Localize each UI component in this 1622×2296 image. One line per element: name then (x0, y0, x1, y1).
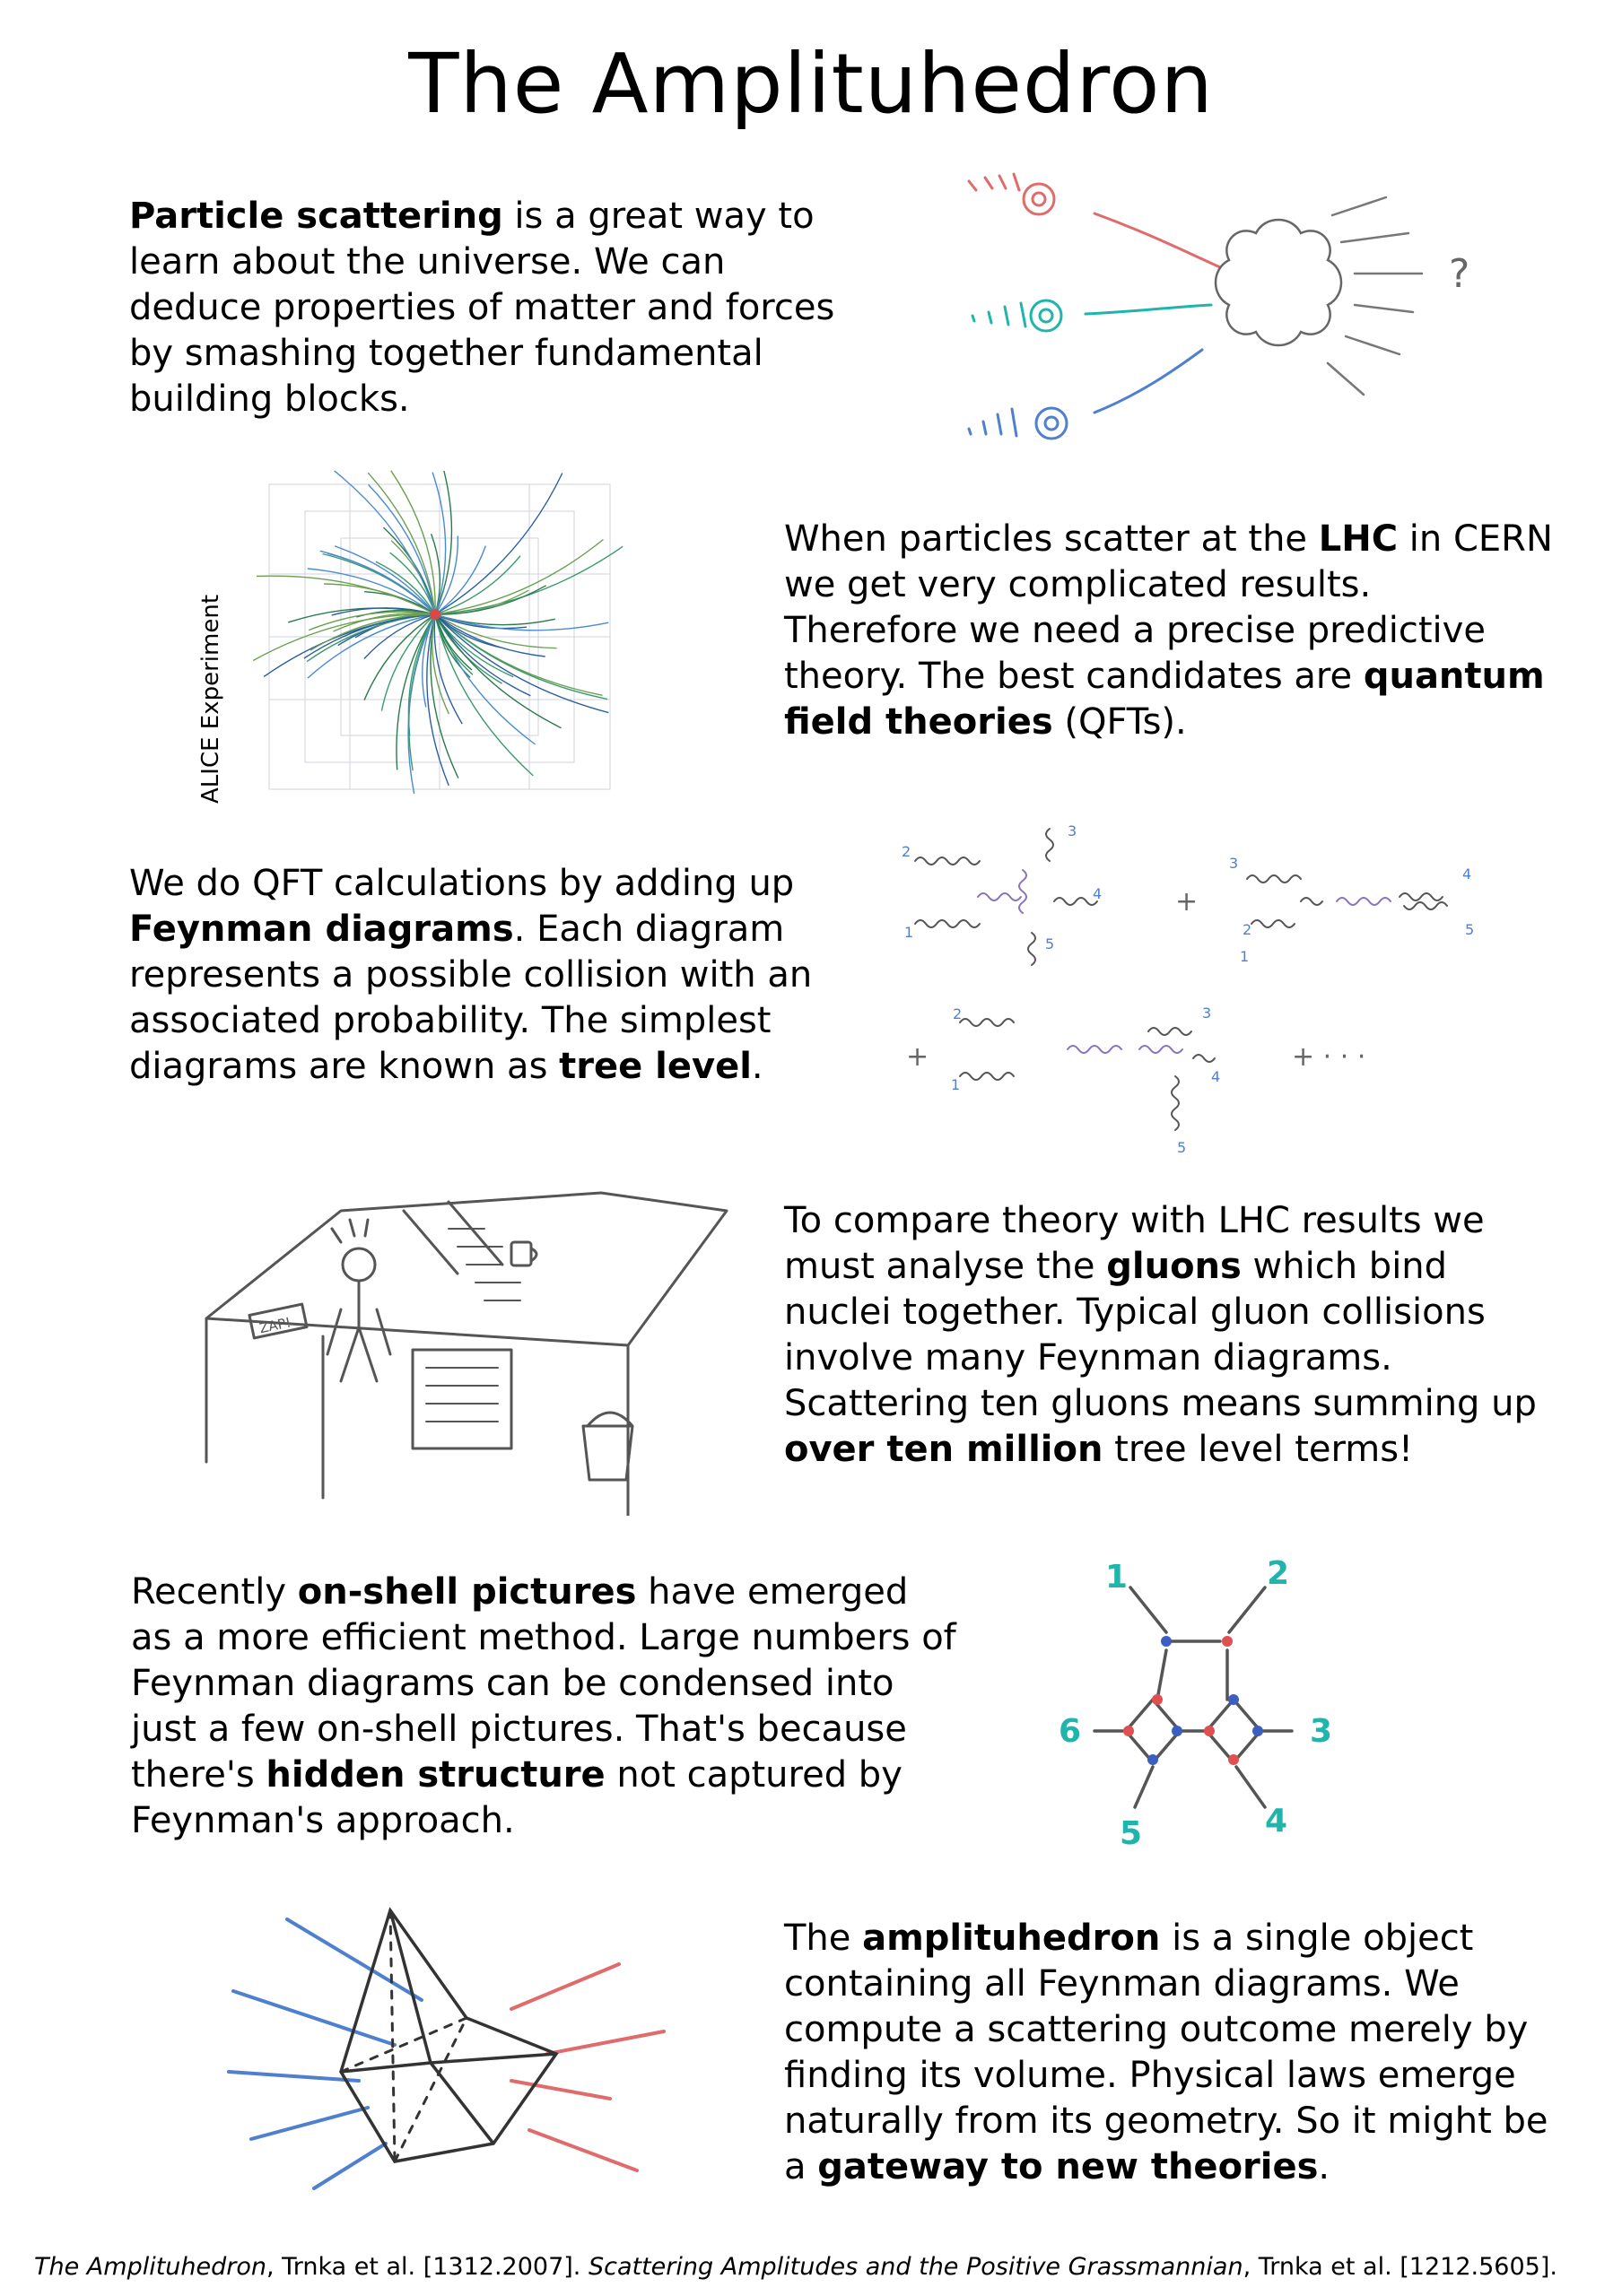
references-footer (34, 2253, 1557, 2281)
feynman-label-1b: 1 (1240, 948, 1250, 965)
sign-text: ZAP! (257, 1314, 293, 1337)
text-run: not captured by Feynman's approach. (131, 1754, 903, 1841)
scattering-sketch (933, 161, 1561, 466)
incoming-blue-lines (229, 1919, 422, 2188)
text-run: When particles scatter at the (784, 518, 1319, 560)
onshell-label-2: 2 (1267, 1555, 1290, 1592)
text-run: is a great way to learn about the universe. We can deduce properties of matter and forces by smashing together fundamental building blocks. (129, 196, 835, 420)
plus-operator-1: + (1175, 886, 1199, 918)
waste-basket (583, 1413, 632, 1480)
feynman-diagram-3 (960, 1019, 1215, 1130)
plus-operator-2: + (906, 1041, 929, 1073)
reference-detail: , Trnka et al. [1212.5605]. (1243, 2253, 1557, 2281)
onshell-diagram (1005, 1552, 1417, 1857)
hidden-edges (341, 1910, 467, 2161)
bold-term: hidden structure (266, 1754, 606, 1796)
feynman-diagram-2 (1247, 875, 1447, 927)
text-run: is a single object containing all Feynman diagrams. We compute a scattering outcome merely by finding its volume. Physical laws emerge naturally from its geometry. So it might be a (784, 1918, 1548, 2187)
particle-track (435, 471, 451, 614)
text-run: (QFTs). (1052, 701, 1187, 743)
feynman-label-5: 5 (1045, 935, 1055, 952)
text-run: . (751, 1046, 763, 1087)
feynman-label-1c: 1 (951, 1076, 961, 1093)
blue-particle (969, 350, 1202, 439)
intro-paragraph (129, 194, 865, 422)
particle-track (435, 474, 562, 615)
feynman-label-3b: 3 (1229, 855, 1239, 872)
reference-title: The Amplituhedron (34, 2253, 267, 2281)
particle-tracks (253, 471, 623, 794)
red-particle (969, 174, 1220, 267)
feynman-label-4b: 4 (1462, 865, 1472, 883)
desk-outline (206, 1193, 727, 1516)
feynman-diagrams (888, 816, 1552, 1175)
outgoing-lines (1328, 197, 1422, 395)
reference-title: Scattering Amplitudes and the Positive Grassmannian (588, 2253, 1243, 2281)
amplituhedron-sketch (215, 1901, 718, 2206)
feynman-paragraph (129, 861, 847, 1090)
text-run: . (1318, 2146, 1330, 2187)
bold-term: gluons (1106, 1246, 1242, 1287)
collision-cloud (1216, 220, 1341, 345)
question-mark: ? (1449, 251, 1470, 297)
feynman-label-2b: 2 (1243, 921, 1252, 938)
alice-event-display (242, 466, 637, 807)
text-run: The (784, 1918, 863, 1959)
particle-track (308, 569, 435, 614)
feynman-label-4: 4 (1093, 885, 1103, 902)
text-run: in CERN we get very complicated results. Therefore we need a precise predictive theory. The best candidates are (784, 518, 1553, 697)
coffee-mug (511, 1242, 531, 1265)
teal-particle (972, 300, 1211, 331)
feynman-label-4c: 4 (1211, 1068, 1221, 1085)
gluon-paragraph (784, 1198, 1556, 1473)
scribble-lines (449, 1229, 520, 1300)
onshell-vertices (1123, 1636, 1263, 1765)
feynman-label-3: 3 (1068, 822, 1077, 839)
bold-term: Feynman diagrams (129, 909, 514, 950)
onshell-label-6: 6 (1059, 1713, 1082, 1750)
feynman-label-5c: 5 (1177, 1139, 1187, 1156)
particle-track (369, 484, 435, 614)
feynman-label-2: 2 (902, 843, 911, 860)
lhc-paragraph (784, 517, 1556, 745)
feynman-label-3c: 3 (1202, 1004, 1212, 1022)
physicist-desk-sketch (188, 1175, 745, 1516)
person-head (343, 1248, 375, 1281)
onshell-paragraph (131, 1570, 956, 1844)
onshell-label-1: 1 (1105, 1559, 1129, 1596)
onshell-label-5: 5 (1120, 1815, 1143, 1852)
person-body (327, 1281, 390, 1381)
bold-term: on-shell pictures (297, 1571, 637, 1613)
text-run: tree level terms! (1103, 1429, 1414, 1470)
onshell-label-3: 3 (1310, 1713, 1333, 1750)
bold-term: tree level (559, 1046, 752, 1087)
feynman-label-2c: 2 (953, 1005, 963, 1022)
feynman-label-5b: 5 (1465, 921, 1475, 938)
bold-term: amplituhedron (862, 1918, 1161, 1959)
alice-label: ALICE Experiment (197, 594, 224, 804)
collision-vertex (430, 609, 440, 620)
reference-detail: , Trnka et al. [1312.2007]. (266, 2253, 589, 2281)
page-title: The Amplituhedron (408, 36, 1214, 132)
text-run: We do QFT calculations by adding up (129, 863, 795, 904)
particle-track (397, 614, 435, 770)
outgoing-red-lines (511, 1964, 664, 2170)
text-run: which bind nuclei together. Typical gluon collisions involve many Feynman diagrams. Scattering ten gluons means summing up (784, 1246, 1537, 1424)
bold-term: gateway to new theories (817, 2146, 1319, 2187)
bold-term: Particle scattering (129, 196, 503, 237)
bold-term: over ten million (784, 1429, 1103, 1470)
particle-track (435, 540, 603, 615)
particle-track (310, 614, 435, 650)
text-run: To compare theory with LHC results we must analyse the (784, 1200, 1485, 1287)
bold-term: quantum field theories (784, 656, 1545, 743)
feynman-diagram-1 (915, 829, 1097, 965)
text-run: have emerged as a more efficient method. Large numbers of Feynman diagrams can be condensed into just a few on-shell pictures. That's because there's (131, 1571, 956, 1796)
stress-marks (332, 1220, 368, 1242)
amplituhedron-paragraph (784, 1916, 1556, 2190)
onshell-label-4: 4 (1265, 1803, 1288, 1839)
text-run: . Each diagram represents a possible collision with an associated probability. The simplest diagrams are known as (129, 909, 813, 1087)
detector-grid (269, 484, 610, 789)
cabinet (413, 1350, 511, 1448)
text-run: Recently (131, 1571, 298, 1613)
plus-ellipsis-operator: + · · · (1292, 1041, 1366, 1073)
feynman-label-1: 1 (904, 924, 914, 941)
paper-stack (404, 1202, 502, 1274)
bold-term: LHC (1318, 518, 1399, 560)
